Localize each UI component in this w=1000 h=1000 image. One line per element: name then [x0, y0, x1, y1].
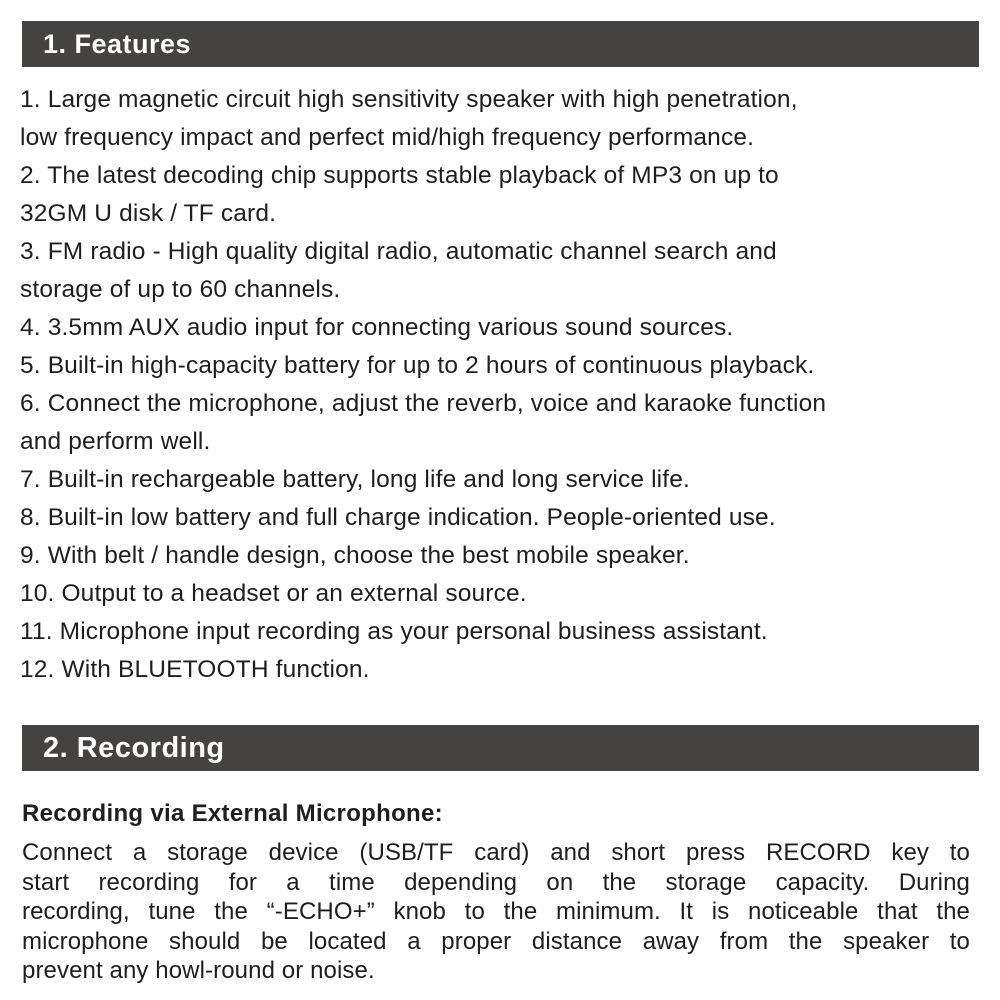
feature-line: 5. Built-in high-capacity battery for up to 2 hours of continuous playback.: [20, 352, 815, 379]
feature-line: 8. Built-in low battery and full charge indication. People-oriented use.: [20, 504, 776, 531]
recording-paragraph-line: recording, tune the “-ECHO+” knob to the minimum. It is noticeable that the: [22, 898, 970, 925]
feature-line: and perform well.: [20, 428, 211, 455]
recording-paragraph-line: Connect a storage device (USB/TF card) and short press RECORD key to: [22, 839, 970, 866]
feature-line: 7. Built-in rechargeable battery, long life and long service life.: [20, 466, 690, 493]
feature-line: 32GM U disk / TF card.: [20, 200, 277, 227]
feature-line: storage of up to 60 channels.: [20, 276, 341, 303]
recording-paragraph: [22, 838, 970, 986]
recording-section-heading: 2. Recording: [22, 725, 979, 771]
feature-line: 11. Microphone input recording as your personal business assistant.: [20, 618, 768, 645]
recording-paragraph-line: start recording for a time depending on the storage capacity. During: [22, 868, 970, 896]
feature-line: 10. Output to a headset or an external source.: [20, 580, 527, 607]
feature-line: 2. The latest decoding chip supports stable playback of MP3 on up to: [20, 162, 779, 189]
feature-line: 4. 3.5mm AUX audio input for connecting various sound sources.: [20, 314, 734, 341]
recording-subtitle: Recording via External Microphone:: [22, 800, 443, 827]
recording-paragraph-line: microphone should be located a proper distance away from the speaker to: [22, 927, 970, 955]
recording-paragraph-line: prevent any howl-round or noise.: [22, 957, 375, 984]
feature-line: 6. Connect the microphone, adjust the reverb, voice and karaoke function: [20, 390, 827, 417]
feature-line: 12. With BLUETOOTH function.: [20, 656, 370, 683]
feature-line: 1. Large magnetic circuit high sensitivity speaker with high penetration,: [20, 86, 798, 113]
feature-line: low frequency impact and perfect mid/high frequency performance.: [20, 124, 755, 151]
features-list: [20, 81, 980, 689]
feature-line: 9. With belt / handle design, choose the best mobile speaker.: [20, 542, 690, 569]
features-section-heading: 1. Features: [22, 21, 979, 67]
feature-line: 3. FM radio - High quality digital radio, automatic channel search and: [20, 238, 777, 265]
